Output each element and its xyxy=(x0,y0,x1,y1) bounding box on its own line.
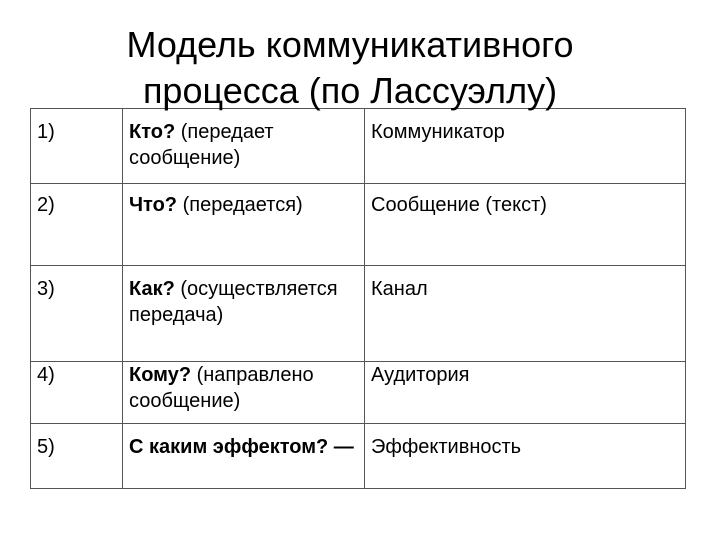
question-cell xyxy=(123,184,365,266)
question-keyword: Кто? xyxy=(129,121,176,143)
table-row xyxy=(31,424,686,489)
question-keyword: Кому? xyxy=(129,364,192,386)
slide-title xyxy=(70,22,630,114)
title-line-2: процесса (по Лассуэллу) xyxy=(142,70,558,111)
lasswell-model-table xyxy=(30,108,686,489)
question-detail: (осуществляется передача) xyxy=(129,278,338,326)
question-cell xyxy=(123,109,365,184)
question-detail: (передает сообщение) xyxy=(129,121,274,169)
table-row xyxy=(31,184,686,266)
element-cell: Аудитория xyxy=(365,362,686,424)
question-keyword: С каким эффектом? — xyxy=(129,436,354,458)
element-cell: Сообщение (текст) xyxy=(365,184,686,266)
question-keyword: Что? xyxy=(129,194,178,216)
question-keyword: Как? xyxy=(129,278,175,300)
row-number: 1) xyxy=(31,109,123,184)
element-cell: Эффективность xyxy=(365,424,686,489)
row-number: 3) xyxy=(31,266,123,362)
row-number: 5) xyxy=(31,424,123,489)
title-line-1: Модель коммуникативного xyxy=(126,24,574,65)
table-row xyxy=(31,362,686,424)
question-detail: (направлено сообщение) xyxy=(129,364,314,412)
question-cell xyxy=(123,424,365,489)
question-detail: (передается) xyxy=(177,194,303,216)
table-row xyxy=(31,109,686,184)
element-cell: Коммуникатор xyxy=(365,109,686,184)
question-cell xyxy=(123,266,365,362)
table-row xyxy=(31,266,686,362)
row-number: 4) xyxy=(31,362,123,424)
question-cell xyxy=(123,362,365,424)
element-cell: Канал xyxy=(365,266,686,362)
row-number: 2) xyxy=(31,184,123,266)
